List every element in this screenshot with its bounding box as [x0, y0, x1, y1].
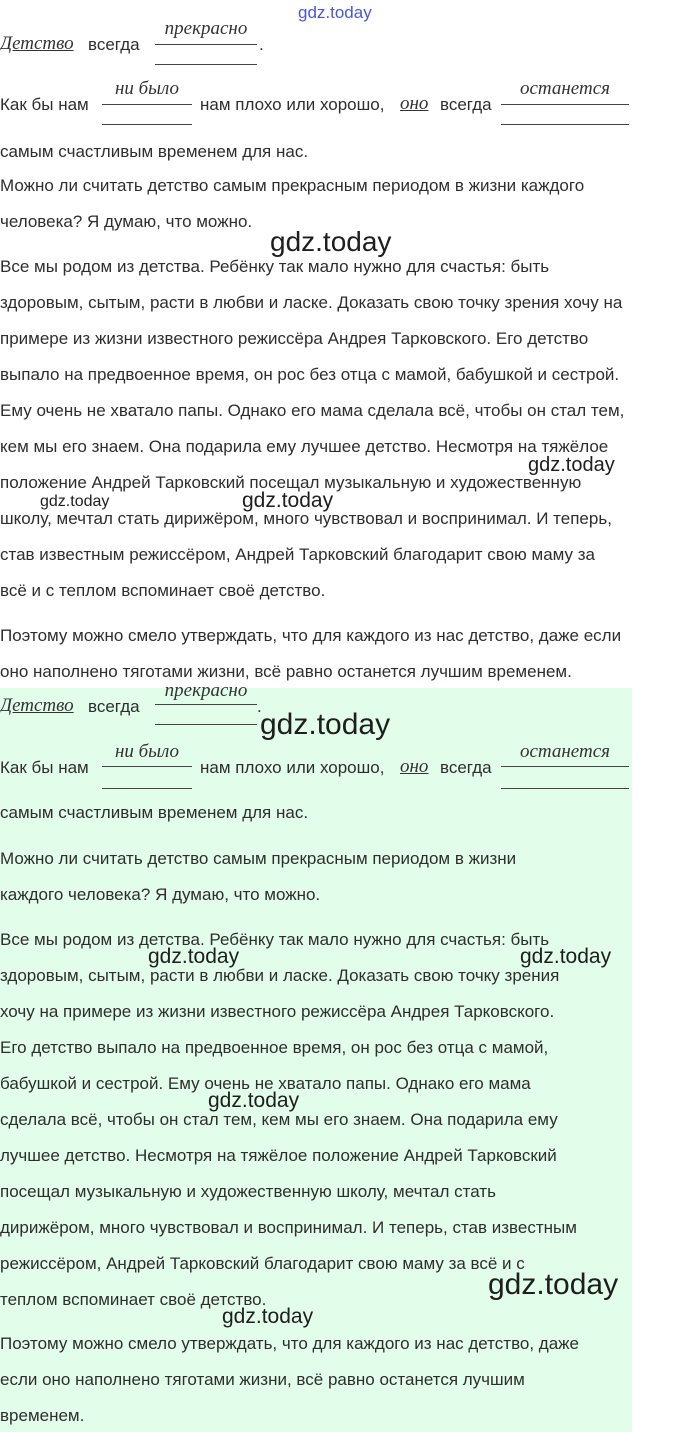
sentence-text: нам плохо или хорошо, — [200, 95, 385, 114]
answer-blank — [102, 788, 192, 789]
answer-blank — [102, 104, 192, 105]
pronoun-word: оно — [400, 93, 429, 114]
watermark: gdz.today — [208, 1089, 300, 1112]
sentence-text: Как бы нам — [0, 758, 89, 777]
answer-blank — [501, 104, 629, 105]
essay-line: посещал музыкальную и художественную школу, мечтал стать — [0, 1182, 496, 1201]
essay-line: человека? Я думаю, что можно. — [0, 212, 253, 231]
pronoun-word: оно — [400, 756, 429, 777]
watermark: gdz.today — [270, 226, 392, 257]
essay-line: Его детство выпало на предвоенное время, он рос без отца с мамой, — [0, 1038, 549, 1057]
watermark: gdz.today — [222, 1305, 314, 1328]
essay-line: если оно наполнено тяготами жизни, всё равно останется лучшим — [0, 1370, 525, 1389]
watermark: gdz.today — [40, 493, 110, 510]
essay-line: Все мы родом из детства. Ребёнку так мало нужно для счастья: быть — [0, 257, 550, 276]
sentence-text: самым счастливым временем для нас. — [0, 142, 309, 161]
answer-blank — [501, 766, 629, 767]
answer-blank — [155, 44, 257, 45]
fill-answer: прекрасно — [164, 18, 248, 39]
essay-line: став известным режиссёром, Андрей Тарковский благодарит свою маму за — [0, 545, 596, 564]
essay-line: бабушкой и сестрой. Ему очень не хватало папы. Однако его мама — [0, 1074, 531, 1093]
fill-answer: прекрасно — [164, 680, 248, 701]
answer-blank — [501, 788, 629, 789]
essay-line: оно наполнено тяготами жизни, всё равно останется лучшим временем. — [0, 662, 572, 681]
essay-line: школу, мечтал стать дирижёром, много чувствовал и воспринимал. И теперь, — [0, 509, 612, 528]
sentence-text: всегда — [88, 35, 140, 54]
sentence-text: всегда — [88, 697, 140, 716]
answer-blank — [155, 724, 257, 725]
essay-line: примере из жизни известного режиссёра Андрея Тарковского. Его детство — [0, 329, 589, 348]
sentence-text: . — [259, 35, 264, 54]
sentence-text: всегда — [440, 95, 492, 114]
essay-line: Поэтому можно смело утверждать, что для каждого из нас детство, даже — [0, 1334, 580, 1353]
sentence-text: всегда — [440, 758, 492, 777]
essay-line: режиссёром, Андрей Тарковский благодарит свою маму за всё и с — [0, 1254, 525, 1273]
watermark: gdz.today — [528, 454, 615, 476]
answer-blank — [155, 64, 257, 65]
essay-line: Все мы родом из детства. Ребёнку так мало нужно для счастья: быть — [0, 930, 550, 949]
essay-line: сделала всё, чтобы он стал тем, кем мы его знаем. Она подарила ему — [0, 1110, 558, 1129]
essay-line: лучшее детство. Несмотря на тяжёлое положение Андрей Тарковский — [0, 1146, 557, 1165]
subject-word: Детство — [0, 33, 74, 54]
essay-line: Можно ли считать детство самым прекрасным периодом в жизни каждого — [0, 176, 585, 195]
answer-blank — [102, 124, 192, 125]
fill-answer: ни было — [114, 78, 180, 99]
essay-line: здоровым, сытым, расти в любви и ласке. Доказать свою точку зрения хочу на — [0, 293, 623, 312]
essay-line: хочу на примере из жизни известного режиссёра Андрея Тарковского. — [0, 1002, 555, 1021]
essay-line: теплом вспоминает своё детство. — [0, 1290, 267, 1309]
watermark: gdz.today — [242, 489, 334, 512]
essay-line: Поэтому можно смело утверждать, что для каждого из нас детство, даже если — [0, 626, 622, 645]
answer-blank — [501, 124, 629, 125]
essay-line: выпало на предвоенное время, он рос без отца с мамой, бабушкой и сестрой. — [0, 365, 620, 384]
fill-answer: останется — [520, 741, 610, 762]
answer-blank — [102, 766, 192, 767]
subject-word: Детство — [0, 695, 74, 716]
watermark: gdz.today — [520, 945, 612, 968]
answer-block — [0, 688, 632, 1432]
sentence-text: самым счастливым временем для нас. — [0, 803, 309, 822]
essay-line: кем мы его знаем. Она подарила ему лучшее детство. Несмотря на тяжёлое — [0, 437, 609, 456]
watermark: gdz.today — [148, 945, 240, 968]
fill-answer: останется — [520, 78, 610, 99]
essay-line: всё и с теплом вспоминает своё детство. — [0, 581, 326, 600]
watermark: gdz.today — [260, 708, 391, 741]
essay-line: каждого человека? Я думаю, что можно. — [0, 885, 321, 904]
essay-line: здоровым, сытым, расти в любви и ласке. Доказать свою точку зрения — [0, 966, 560, 985]
essay-line: Можно ли считать детство самым прекрасным периодом в жизни — [0, 849, 517, 868]
watermark: gdz.today — [298, 3, 372, 22]
essay-line: положение Андрей Тарковский посещал музыкальную и художественную — [0, 473, 582, 492]
answer-blank — [155, 704, 257, 705]
sentence-text: Как бы нам — [0, 95, 89, 114]
sentence-text: . — [257, 697, 262, 716]
essay-line: Ему очень не хватало папы. Однако его мама сделала всё, чтобы он стал тем, — [0, 401, 625, 420]
sentence-text: нам плохо или хорошо, — [200, 758, 385, 777]
essay-line: дирижёром, много чувствовал и воспринимал. И теперь, став известным — [0, 1218, 577, 1237]
essay-line: временем. — [0, 1406, 85, 1425]
fill-answer: ни было — [114, 741, 180, 762]
watermark: gdz.today — [488, 1268, 619, 1301]
